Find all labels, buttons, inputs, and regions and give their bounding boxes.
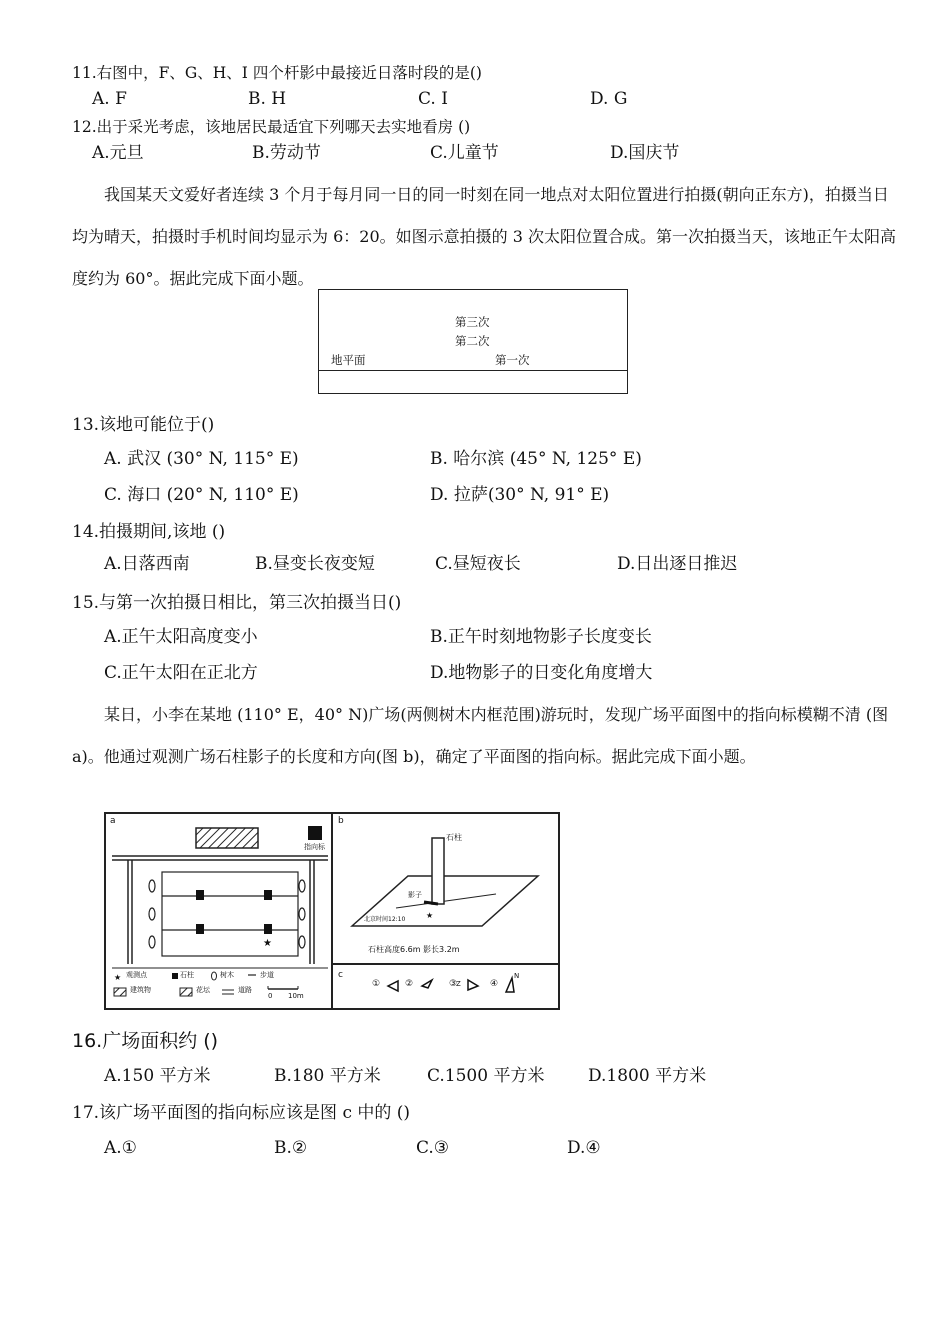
- shadow-line: [424, 902, 438, 904]
- q13-option-c: C. 海口 (20° N, 110° E): [104, 485, 299, 505]
- q15-option-b: B.正午时刻地物影子长度变长: [430, 627, 652, 647]
- q11-option-c: C. I: [418, 89, 448, 109]
- q12-option-b: B.劳动节: [252, 143, 321, 163]
- n-letter: N: [514, 972, 520, 980]
- tree-icon: [149, 880, 155, 892]
- q14-option-a: A.日落西南: [104, 554, 190, 574]
- q15-option-c: C.正午太阳在正北方: [104, 663, 258, 683]
- arrow-1-icon: [388, 981, 398, 991]
- c-mark-2: ②: [405, 979, 414, 989]
- scale-zero: 0: [268, 992, 273, 1000]
- q14-stem: 14.拍摄期间,该地 (): [72, 522, 226, 542]
- arrow-3-icon: [468, 980, 478, 990]
- q17-stem: 17.该广场平面图的指向标应该是图 c 中的 (): [72, 1103, 411, 1123]
- q17-option-b: B.②: [274, 1138, 308, 1158]
- legend-pillar: 石柱: [180, 971, 194, 979]
- z-letter: Z: [456, 980, 461, 988]
- legend-road: 道路: [238, 986, 252, 994]
- label-second-shot: 第二次: [455, 334, 490, 348]
- tree-icon: [299, 936, 305, 948]
- q12-stem: 12.出于采光考虑，该地居民最适宜下列哪天去实地看房 (): [72, 118, 471, 136]
- q13-option-b: B. 哈尔滨 (45° N, 125° E): [430, 449, 642, 469]
- q15-stem: 15.与第一次拍摄日相比，第三次拍摄当日(): [72, 593, 402, 613]
- q11-stem: 11.右图中，F、G、H、I 四个杆影中最接近日落时段的是(): [72, 64, 482, 82]
- passage-sun-photography: 我国某天文爱好者连续 3 个月于每月同一日的同一时刻在同一地点对太阳位置进行拍摄(朝向正东方)，拍摄当日均为晴天，拍摄时手机时间均显示为 6：20。如图示意拍摄的 3 次太阳位置合成。第一次拍摄当天，该地正午太阳高度约为 60°。据此完成下面小题。: [72, 185, 896, 288]
- q11-option-a: A. F: [92, 89, 127, 109]
- measurement-note: 石柱高度6.6m 影长3.2m: [368, 945, 460, 954]
- pillar-icon: [196, 890, 204, 900]
- pillar-3d-icon: [432, 838, 444, 904]
- scale-ten: 10m: [288, 992, 304, 1000]
- observation-point-icon: ★: [263, 938, 272, 949]
- building-block: [196, 828, 258, 848]
- compass-placeholder-icon: [308, 826, 322, 840]
- legend-flowerbed: 花坛: [196, 986, 210, 994]
- label-third-shot: 第三次: [455, 315, 490, 329]
- tree-icon: [149, 936, 155, 948]
- legend-footpath: 步道: [260, 971, 274, 979]
- panel-a-label: a: [110, 816, 116, 826]
- shadow-label: 影子: [408, 891, 422, 899]
- q12-option-d: D.国庆节: [610, 143, 680, 163]
- tree-icon: [299, 908, 305, 920]
- c-mark-4: ④: [490, 979, 499, 989]
- q14-option-c: C.昼短夜长: [435, 554, 521, 574]
- q14-option-d: D.日出逐日推迟: [617, 554, 738, 574]
- q13-option-d: D. 拉萨(30° N, 91° E): [430, 485, 610, 505]
- label-ground-plane: 地平面: [331, 353, 366, 367]
- pillar-label: 石柱: [446, 833, 462, 842]
- arrow-4-icon: [506, 978, 514, 992]
- q17-option-c: C.③: [416, 1138, 450, 1158]
- pillar-icon: [264, 924, 272, 934]
- q15-option-d: D.地物影子的日变化角度增大: [430, 663, 653, 683]
- svg-text:★: ★: [114, 973, 122, 982]
- q17-option-d: D.④: [567, 1138, 601, 1158]
- q16-option-d: D.1800 平方米: [588, 1066, 707, 1086]
- q11-option-d: D. G: [590, 89, 628, 109]
- horizon-line: [319, 370, 627, 371]
- label-first-shot: 第一次: [495, 353, 530, 367]
- time-note: 北京时间12:10: [364, 916, 406, 923]
- panel-c-label: c: [338, 970, 343, 980]
- q14-option-b: B.昼变长夜变短: [255, 554, 375, 574]
- q15-option-a: A.正午太阳高度变小: [104, 627, 258, 647]
- q12-option-c: C.儿童节: [430, 143, 499, 163]
- plaza-figure: [104, 812, 560, 1010]
- q16-stem: 16.广场面积约 (): [72, 1030, 219, 1052]
- passage-plaza: 某日，小李在某地 (110° E，40° N)广场(两侧树木内框范围)游玩时，发现广场平面图中的指向标模糊不清 (图 a)。他通过观测广场石柱影子的长度和方向(图 b)，确定了平面图的指向标。据此完成下面小题。: [72, 705, 889, 766]
- q16-option-b: B.180 平方米: [274, 1066, 381, 1086]
- panel-b-label: b: [338, 816, 344, 826]
- legend-building: 建筑物: [130, 986, 151, 994]
- compass-label: 指向标: [304, 843, 325, 851]
- svg-text:★: ★: [426, 911, 434, 920]
- q12-option-a: A.元旦: [92, 143, 144, 163]
- sun-position-figure: [318, 289, 628, 394]
- c-mark-1: ①: [372, 979, 381, 989]
- q16-option-a: A.150 平方米: [104, 1066, 211, 1086]
- arrow-2-icon: [422, 980, 432, 988]
- c-mark-3: ③: [449, 979, 458, 989]
- tree-icon: [299, 880, 305, 892]
- pillar-icon: [196, 924, 204, 934]
- legend-observation-point: 观测点: [126, 971, 147, 979]
- q16-option-c: C.1500 平方米: [427, 1066, 545, 1086]
- q13-option-a: A. 武汉 (30° N, 115° E): [104, 449, 299, 469]
- q11-option-b: B. H: [248, 89, 287, 109]
- q17-option-a: A.①: [104, 1138, 137, 1158]
- legend-tree: 树木: [220, 971, 234, 979]
- q13-stem: 13.该地可能位于(): [72, 415, 215, 435]
- tree-icon: [149, 908, 155, 920]
- pillar-icon: [264, 890, 272, 900]
